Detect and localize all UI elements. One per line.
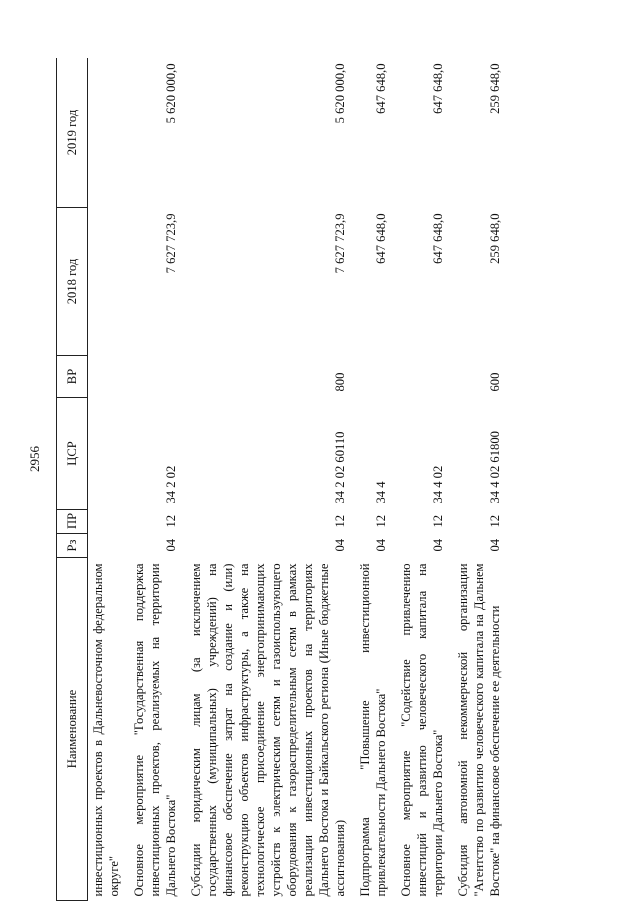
row-name: Основное мероприятие "Содействие привлечению инвестиций и развитию человеческого капитала на территории Дальнего Востока" xyxy=(399,563,445,897)
header-name: Наименование xyxy=(57,558,88,901)
row-pr: 12 xyxy=(431,514,445,528)
row-vr: 800 xyxy=(333,372,347,392)
table-row xyxy=(185,58,354,901)
header-pr: ПР xyxy=(57,510,88,534)
header-vr: ВР xyxy=(57,356,88,398)
row-2018: 647 648,0 xyxy=(431,213,445,264)
row-pr xyxy=(88,510,129,534)
header-2019: 2019 год xyxy=(57,58,88,208)
row-2018 xyxy=(88,208,129,356)
row-rz: 04 xyxy=(431,538,445,552)
row-name: Основное мероприятие "Государственная поддержка инвестиционных проектов, реализуемых на территории Дальнего Востока" xyxy=(132,563,178,897)
row-pr: 12 xyxy=(374,514,388,528)
row-csr: 34 4 02 61800 xyxy=(488,431,502,504)
header-2018: 2018 год xyxy=(57,208,88,356)
row-2018: 259 648,0 xyxy=(488,213,502,264)
table-row xyxy=(128,58,185,901)
row-vr xyxy=(354,356,395,398)
table-header-row xyxy=(57,58,88,901)
row-pr: 12 xyxy=(333,514,347,528)
row-name: Субсидии юридическим лицам (за исключением государственных (муниципальных) учреждений) на финансовое обеспечение затрат на создание и (или) реконструкцию объектов инфраструктуры, а также на технологическое присоединение энергопринимающих устройств к электрическим сетям и газоиспользующего оборудования к газораспределительным сетям в рамках реализации инвестиционных проектов на территориях Дальнего Востока и Байкальского региона (Иные бюджетные ассигнования) xyxy=(189,563,347,897)
row-rz xyxy=(88,534,129,558)
row-2019: 259 648,0 xyxy=(488,63,502,114)
row-2018: 7 627 723,9 xyxy=(164,213,178,274)
row-rz: 04 xyxy=(333,538,347,552)
budget-table xyxy=(56,58,509,901)
row-vr xyxy=(128,356,185,398)
table-row xyxy=(354,58,395,901)
row-name: инвестиционных проектов в Дальневосточном федеральном округе" xyxy=(91,563,121,897)
table-row xyxy=(88,58,129,901)
row-csr: 34 2 02 60110 xyxy=(333,431,347,504)
row-2019: 647 648,0 xyxy=(374,63,388,114)
row-csr: 34 4 02 xyxy=(431,465,445,504)
row-csr: 34 2 02 xyxy=(164,465,178,504)
row-pr: 12 xyxy=(164,514,178,528)
row-2019: 5 620 000,0 xyxy=(333,63,347,124)
row-rz: 04 xyxy=(488,538,502,552)
row-rz: 04 xyxy=(374,538,388,552)
row-name: Подпрограмма "Повышение инвестиционной привлекательности Дальнего Востока" xyxy=(358,563,388,897)
row-2019 xyxy=(88,58,129,208)
header-csr: ЦСР xyxy=(57,398,88,510)
budget-table-wrapper xyxy=(56,58,583,901)
row-vr: 600 xyxy=(488,372,502,392)
header-rz: Рз xyxy=(57,534,88,558)
row-2019: 5 620 000,0 xyxy=(164,63,178,124)
page-number: 2956 xyxy=(27,446,42,472)
row-csr xyxy=(88,398,129,510)
row-vr xyxy=(395,356,452,398)
table-row xyxy=(452,58,509,901)
row-vr xyxy=(88,356,129,398)
row-pr: 12 xyxy=(488,514,502,528)
row-2018: 647 648,0 xyxy=(374,213,388,264)
row-name: Субсидия автономной некоммерческой организации "Агентство по развитию человеческого капитала на Дальнем Востоке" на финансовое обеспечение ее деятельности xyxy=(456,563,502,897)
table-row xyxy=(395,58,452,901)
row-2019: 647 648,0 xyxy=(431,63,445,114)
row-2018: 7 627 723,9 xyxy=(333,213,347,274)
budget-table-rotated xyxy=(56,58,583,901)
row-rz: 04 xyxy=(164,538,178,552)
row-csr: 34 4 xyxy=(374,481,388,504)
